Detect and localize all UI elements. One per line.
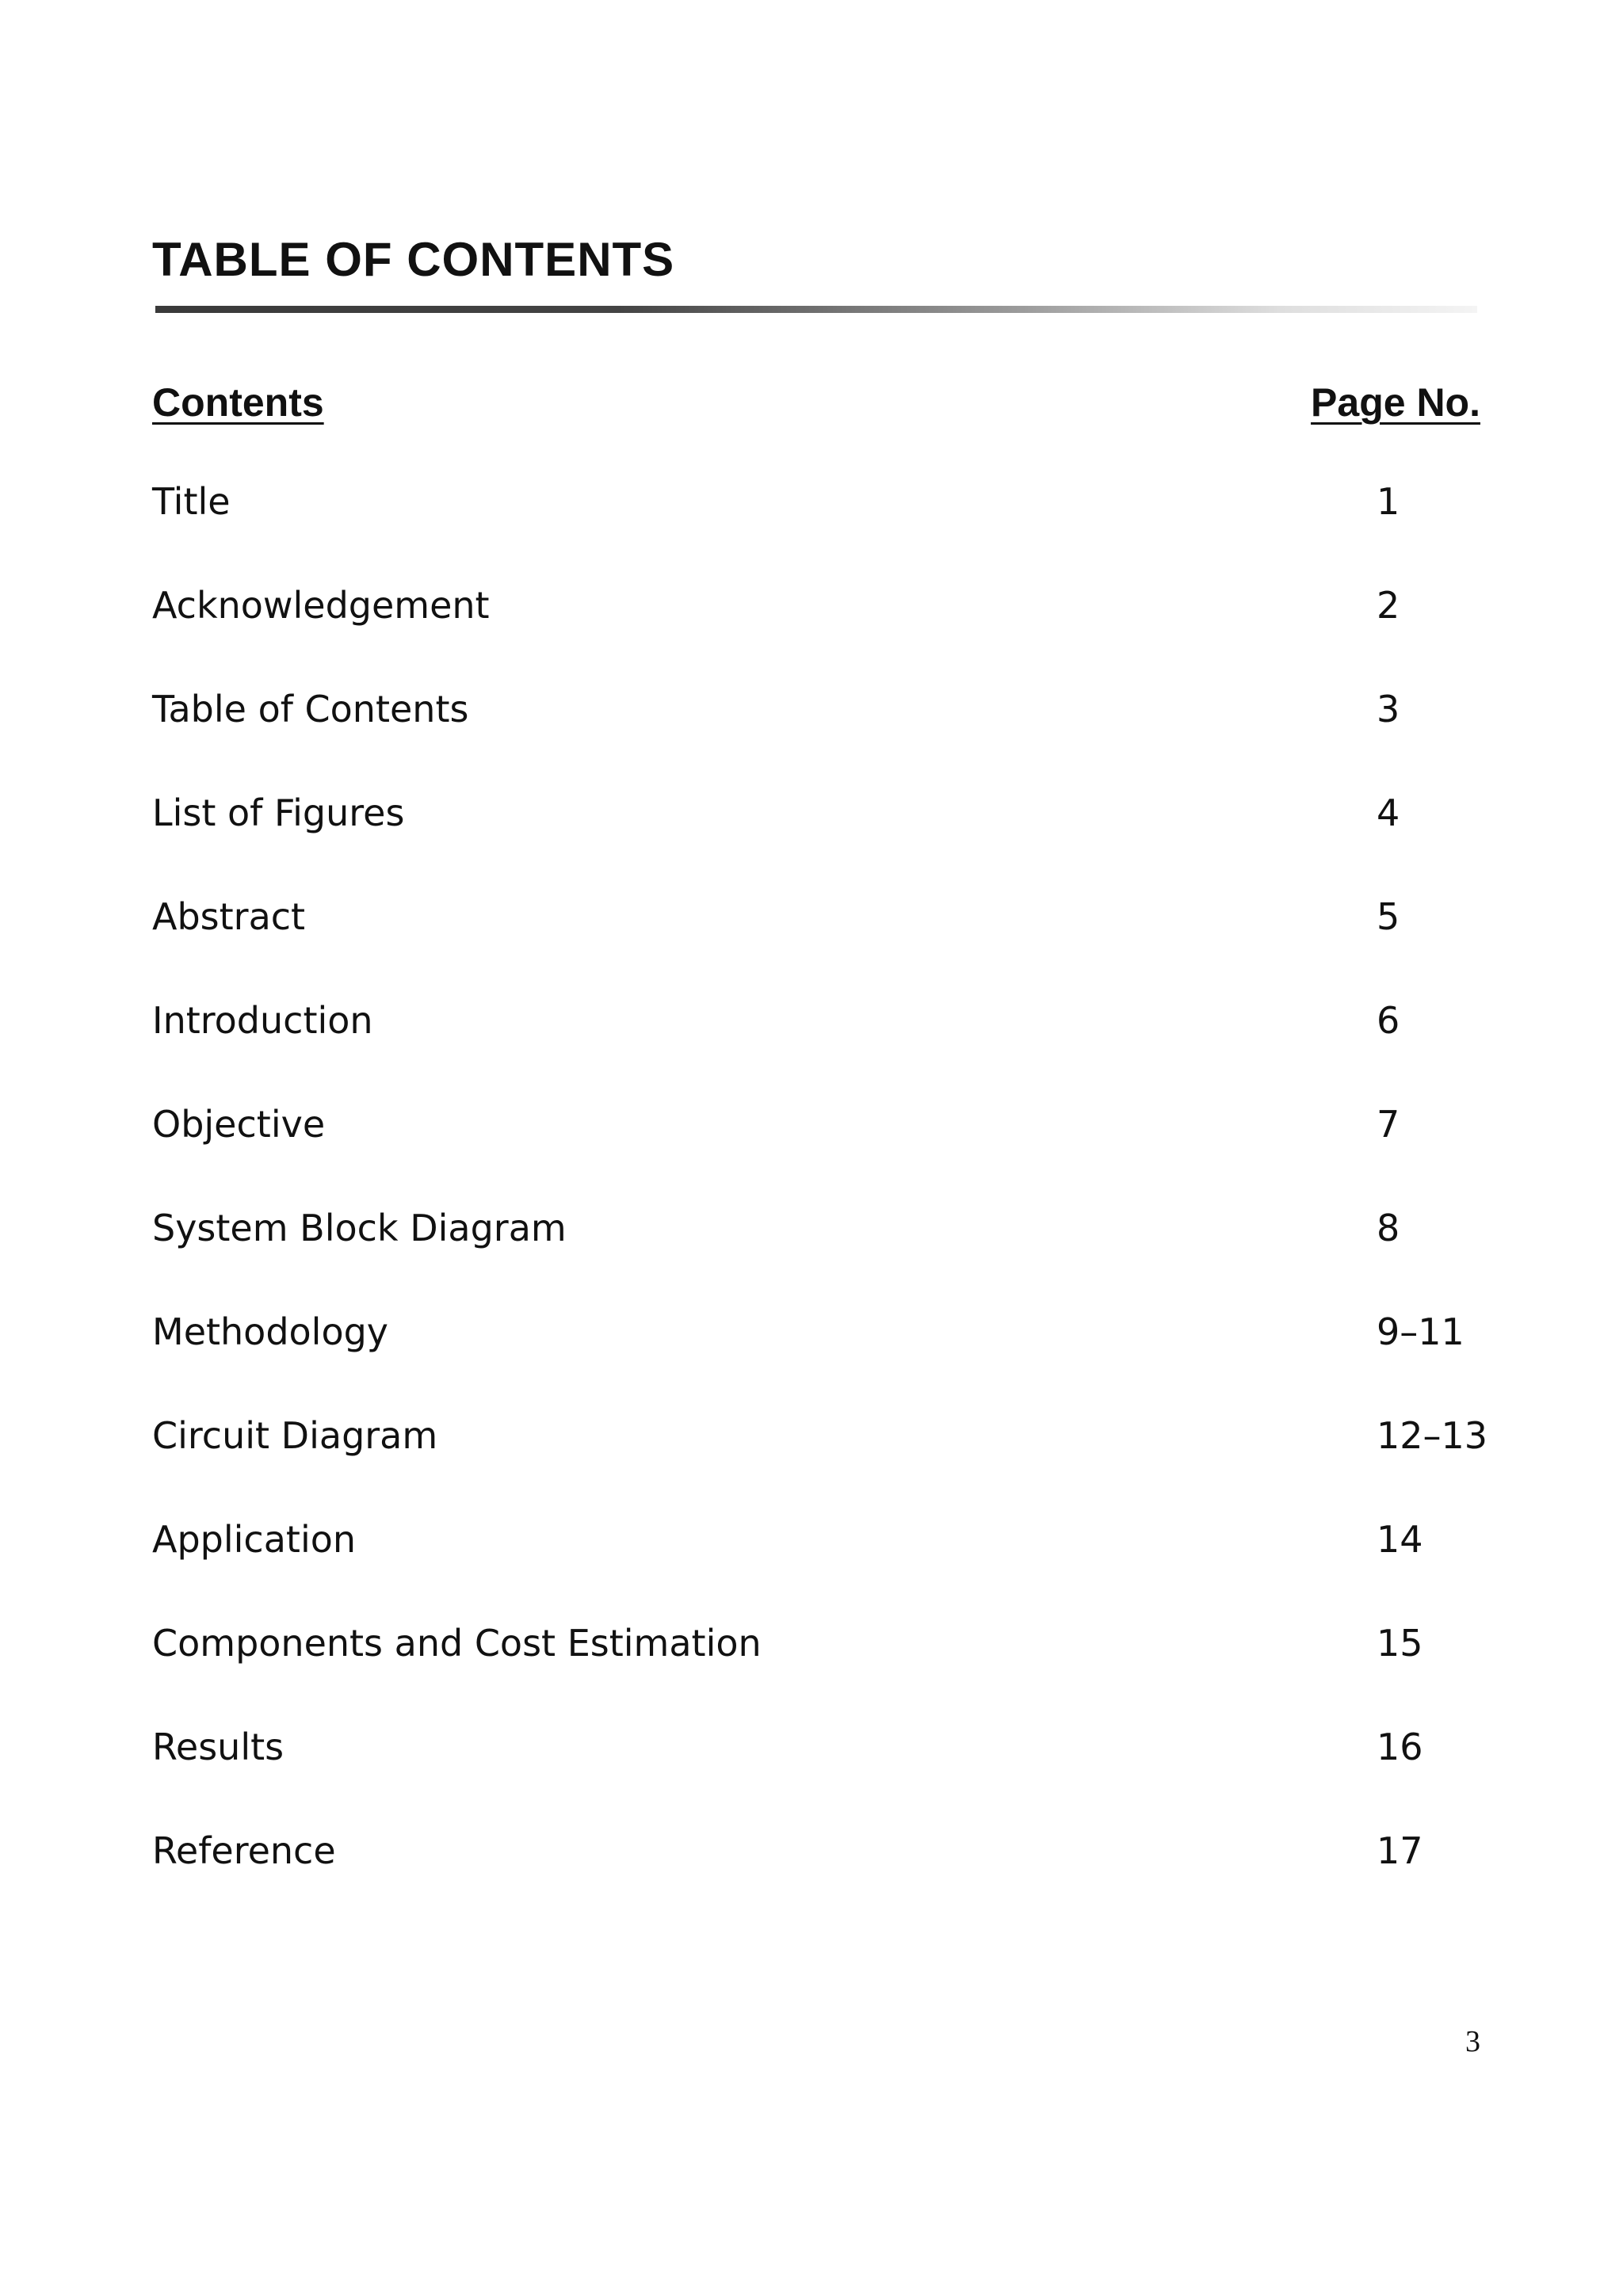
toc-entry xyxy=(152,889,1480,993)
toc-entry-label: Table of Contents xyxy=(152,688,469,730)
toc-entry xyxy=(152,1200,1480,1304)
toc-entry xyxy=(152,1615,1480,1719)
toc-entry-page: 14 xyxy=(1377,1518,1423,1561)
toc-entry-page: 17 xyxy=(1377,1829,1423,1872)
toc-entry xyxy=(152,993,1480,1097)
toc-entry xyxy=(152,1512,1480,1615)
toc-entry-label: Title xyxy=(152,480,231,523)
toc-entry xyxy=(152,1408,1488,1512)
toc-entry-page: 6 xyxy=(1377,999,1400,1042)
toc-entry-label: Results xyxy=(152,1726,285,1768)
toc-entry-label: Reference xyxy=(152,1829,336,1872)
toc-entry xyxy=(152,785,1480,889)
toc-entry-label: Objective xyxy=(152,1103,326,1146)
toc-entry-label: Acknowledgement xyxy=(152,584,490,627)
page-no-column-header: Page No. xyxy=(1311,380,1480,425)
toc-entry xyxy=(152,1304,1480,1408)
toc-entry-label: Methodology xyxy=(152,1310,389,1353)
toc-entry-label: Abstract xyxy=(152,895,306,938)
toc-entry-label: List of Figures xyxy=(152,791,405,834)
toc-entry-page: 7 xyxy=(1377,1103,1400,1146)
toc-entry-label: Components and Cost Estimation xyxy=(152,1622,762,1665)
toc-entry-label: Introduction xyxy=(152,999,373,1042)
toc-entry-page: 9–11 xyxy=(1377,1310,1465,1353)
toc-entry-label: Circuit Diagram xyxy=(152,1414,438,1457)
toc-entry xyxy=(152,1719,1480,1823)
toc-entry-label: System Block Diagram xyxy=(152,1207,567,1249)
toc-entry xyxy=(152,681,1480,785)
page-title: TABLE OF CONTENTS xyxy=(152,233,675,286)
toc-entry xyxy=(152,1097,1480,1200)
toc-list xyxy=(152,474,1488,1927)
toc-entry-page: 15 xyxy=(1377,1622,1423,1665)
contents-column-header: Contents xyxy=(152,380,324,425)
toc-entry-page: 1 xyxy=(1377,480,1400,523)
page-number: 3 xyxy=(1465,2025,1480,2058)
toc-entry-page: 3 xyxy=(1377,688,1400,730)
toc-entry xyxy=(152,1823,1480,1927)
toc-entry-page: 16 xyxy=(1377,1726,1423,1768)
toc-entry-page: 5 xyxy=(1377,895,1400,938)
toc-entry-page: 4 xyxy=(1377,791,1400,834)
toc-entry-label: Application xyxy=(152,1518,357,1561)
toc-entry xyxy=(152,474,1480,578)
toc-entry-page: 8 xyxy=(1377,1207,1400,1249)
toc-entry-page: 12–13 xyxy=(1377,1414,1488,1457)
title-divider xyxy=(155,306,1477,313)
toc-entry xyxy=(152,578,1480,681)
toc-entry-page: 2 xyxy=(1377,584,1400,627)
